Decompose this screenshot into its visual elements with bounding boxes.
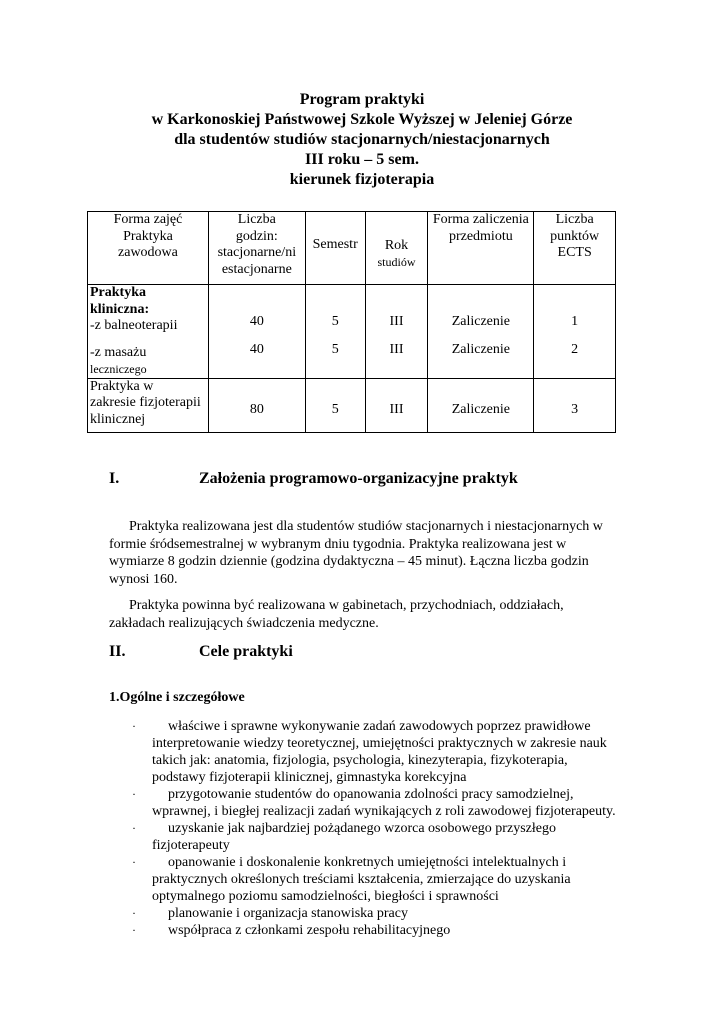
list-item: · współpraca z członkami zespołu rehabilitacyjnego xyxy=(132,923,451,938)
row-semester: 5 5 xyxy=(305,285,365,379)
bullet-icon: · xyxy=(132,821,136,835)
row-hours: 40 40 xyxy=(208,285,305,379)
header-ects: Liczba punktów ECTS xyxy=(534,212,616,285)
subheading: 1.Ogólne i szczegółowe xyxy=(109,690,245,705)
goals-list xyxy=(109,718,649,939)
title-line: dla studentów studiów stacjonarnych/niestacjonarnych xyxy=(174,131,550,148)
header-forma: Forma zajęć Praktyka zawodowa xyxy=(88,212,209,285)
row-year: III III xyxy=(365,285,428,379)
list-item: · właściwe i sprawne wykonywanie zadań zawodowych poprzez prawidłowe interpretowanie wiedzy teoretycznej, umiejętności praktycznych w zakresie nauk takich jak: anatomia, fizjologia, psychologia, kinezyterapia, fizykoterapia, podstawy fizjoterapii klinicznej, gimnastyka korekcyjna xyxy=(132,719,607,785)
list-item: · opanowanie i doskonalenie konkretnych umiejętności intelektualnych i praktycznych określonych treściami kształcenia, zmierzające do uzyskania optymalnego poziomu samodzielności, biegłości i sprawności xyxy=(132,855,571,904)
title-line: w Karkonoskiej Państwowej Szkole Wyższej w Jeleniej Górze xyxy=(151,111,573,128)
title-line: kierunek fizjoterapia xyxy=(289,171,435,188)
row-name: Praktyka kliniczna: -z balneoterapii -z masażu leczniczego xyxy=(88,285,209,379)
list-item: · uzyskanie jak najbardziej pożądanego wzorca osobowego przyszłego fizjoterapeuty xyxy=(132,821,556,853)
table-header-row xyxy=(88,212,616,285)
bullet-icon: · xyxy=(132,923,136,937)
section-number: II. xyxy=(109,643,126,660)
title-line: III roku – 5 sem. xyxy=(305,151,419,168)
header-forma-zaliczenia: Forma zaliczenia przedmiotu xyxy=(428,212,534,285)
header-semestr: Semestr xyxy=(305,212,365,285)
table-row xyxy=(88,378,616,432)
header-liczba-godzin: Liczba godzin: stacjonarne/ni estacjonarne xyxy=(208,212,305,285)
row-year: III xyxy=(365,378,428,432)
row-ects: 3 xyxy=(534,378,616,432)
bullet-icon: · xyxy=(132,719,136,733)
section-title: Założenia programowo-organizacyjne praktyk xyxy=(199,470,518,487)
paragraph: Praktyka powinna być realizowana w gabinetach, przychodniach, oddziałach, zakładach realizujących świadczenia medyczne. xyxy=(109,598,564,631)
bullet-icon: · xyxy=(132,855,136,869)
section-number: I. xyxy=(109,470,120,487)
practice-program-table xyxy=(87,211,616,433)
paragraph: Praktyka realizowana jest dla studentów studiów stacjonarnych i niestacjonarnych w formie śródsemestralnej w wybranym dniu tygodnia. Praktyka realizowana jest w wymiarze 8 godzin dziennie (godzina dydaktyczna – 45 minut). Łączna liczba godzin wynosi 160. xyxy=(109,519,603,587)
section-title: Cele praktyki xyxy=(199,643,293,660)
row-ects: 1 2 xyxy=(534,285,616,379)
bullet-icon: · xyxy=(132,906,136,920)
row-hours: 80 xyxy=(208,378,305,432)
document-title xyxy=(0,90,724,190)
list-item: · planowanie i organizacja stanowiska pracy xyxy=(132,906,408,921)
row-semester: 5 xyxy=(305,378,365,432)
row-credit: Zaliczenie xyxy=(428,378,534,432)
header-rok: Rok studiów xyxy=(365,212,428,285)
row-name: Praktyka w zakresie fizjoterapii klinicznej xyxy=(88,378,209,432)
list-item: · przygotowanie studentów do opanowania zdolności pracy samodzielnej, wprawnej, i biegłej realizacji zadań wynikających z roli zawodowej fizjoterapeuty. xyxy=(132,787,616,819)
bullet-icon: · xyxy=(132,787,136,801)
row-credit: Zaliczenie Zaliczenie xyxy=(428,285,534,379)
table-row xyxy=(88,285,616,379)
title-line: Program praktyki xyxy=(299,91,425,108)
